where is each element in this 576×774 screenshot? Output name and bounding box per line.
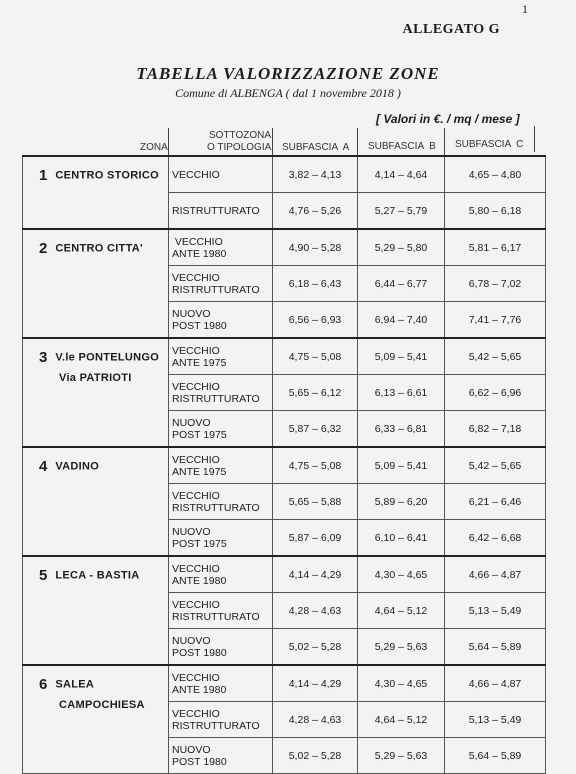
value-cell-a: 4,28 – 4,63 [273,702,358,738]
value-cell-c: 4,66 – 4,87 [445,665,546,702]
tipologia-line2: RISTRUTTURATO [172,610,260,623]
value-cell-b: 4,64 – 5,12 [358,702,445,738]
tipologia-line2: POST 1975 [172,537,227,550]
tipologia-line2: ANTE 1975 [172,465,227,478]
tipologia-line1: VECCHIO [172,235,223,248]
zone-number: 6 [39,676,48,693]
header-divider [444,128,445,156]
zone-cell [23,229,169,338]
tipologia-cell [169,266,273,302]
value-cell-c: 6,62 – 6,96 [445,375,546,411]
tipologia-line2: ANTE 1980 [172,574,227,587]
value-cell-a: 4,28 – 4,63 [273,593,358,629]
tipologia-line1: VECCHIO [172,707,220,720]
value-cell-b: 6,44 – 6,77 [358,266,445,302]
zone-cell [23,556,169,665]
tipologia-line2: RISTRUTTURATO [172,283,260,296]
document-subtitle: Comune di ALBENGA ( dal 1 novembre 2018 ) [175,86,401,100]
header-divider [168,128,169,156]
zone-name: V.le PONTELUNGO [55,351,160,364]
tipologia-line1: VECCHIO [172,380,220,393]
value-cell-a: 4,90 – 5,28 [273,229,358,266]
value-cell-b: 5,29 – 5,80 [358,229,445,266]
header-divider [534,126,535,152]
value-cell-c: 7,41 – 7,76 [445,302,546,339]
value-cell-b: 5,89 – 6,20 [358,484,445,520]
tipologia-cell [169,593,273,629]
tipologia-cell [169,629,273,666]
tipologia-line1: VECCHIO [172,344,220,357]
value-cell-a: 6,56 – 6,93 [273,302,358,339]
tipologia-line1: VECCHIO [172,453,220,466]
page-number: 1 [522,2,528,16]
value-cell-c: 5,80 – 6,18 [445,193,546,230]
tipologia-line1: NUOVO [172,634,211,647]
zone-name-line2: CAMPOCHIESA [59,699,145,711]
tipologia-cell [169,338,273,375]
tipologia-cell [169,520,273,557]
zone-name: SALEA [55,678,95,691]
tipologia-line1: VECCHIO [172,168,220,181]
value-cell-b: 5,09 – 5,41 [358,338,445,375]
value-cell-c: 5,13 – 5,49 [445,593,546,629]
zone-number: 3 [39,349,48,366]
header-divider [357,128,358,156]
value-cell-c: 5,42 – 5,65 [445,338,546,375]
zone-name: LECA - BASTIA [55,569,140,582]
value-cell-a: 5,65 – 5,88 [273,484,358,520]
zone-cell [23,447,169,556]
value-cell-c: 5,81 – 6,17 [445,229,546,266]
zone-number: 1 [39,167,48,184]
value-cell-a: 4,75 – 5,08 [273,447,358,484]
tipologia-cell [169,302,273,339]
value-cell-b: 6,33 – 6,81 [358,411,445,448]
tipologia-line1: NUOVO [172,525,211,538]
tipologia-line2: RISTRUTTURATO [172,719,260,732]
value-cell-b: 6,13 – 6,61 [358,375,445,411]
value-cell-b: 5,09 – 5,41 [358,447,445,484]
tipologia-line2: ANTE 1980 [172,247,227,260]
tipologia-cell [169,156,273,193]
tipologia-line2: POST 1975 [172,428,227,441]
value-cell-b: 4,30 – 4,65 [358,665,445,702]
zone-name-line2: Via PATRIOTI [59,372,132,384]
units-note: [ Valori in €. / mq / mese ] [376,112,520,126]
tipologia-cell [169,738,273,774]
value-cell-b: 5,27 – 5,79 [358,193,445,230]
zone-name: VADINO [55,460,100,473]
tipologia-cell [169,193,273,230]
value-cell-a: 3,82 – 4,13 [273,156,358,193]
tipologia-line1: VECCHIO [172,671,220,684]
tipologia-line1: NUOVO [172,307,211,320]
value-cell-a: 5,02 – 5,28 [273,629,358,666]
value-cell-c: 5,64 – 5,89 [445,738,546,774]
header-subfascia-b: SUBFASCIA B [368,141,436,152]
zone-number: 2 [39,240,48,257]
tipologia-line1: NUOVO [172,743,211,756]
header-divider [272,128,273,156]
tipologia-cell [169,229,273,266]
tipologia-line2: POST 1980 [172,319,227,332]
tipologia-cell [169,375,273,411]
valuation-table [22,155,546,774]
tipologia-cell [169,665,273,702]
value-cell-c: 5,42 – 5,65 [445,447,546,484]
value-cell-b: 4,30 – 4,65 [358,556,445,593]
tipologia-cell [169,484,273,520]
value-cell-a: 4,14 – 4,29 [273,665,358,702]
header-sottozona: SOTTOZONA [209,130,272,141]
zone-cell [23,665,169,774]
value-cell-c: 5,13 – 5,49 [445,702,546,738]
tipologia-line2: RISTRUTTURATO [172,392,260,405]
document-title: TABELLA VALORIZZAZIONE ZONE [136,64,440,83]
tipologia-line1: VECCHIO [172,562,220,575]
table-row [23,338,546,375]
value-cell-b: 5,29 – 5,63 [358,738,445,774]
allegato-label: ALLEGATO G [402,22,500,37]
value-cell-a: 5,65 – 6,12 [273,375,358,411]
table-row [23,556,546,593]
value-cell-c: 6,82 – 7,18 [445,411,546,448]
tipologia-cell [169,447,273,484]
value-cell-a: 6,18 – 6,43 [273,266,358,302]
table-row [23,447,546,484]
value-cell-b: 5,29 – 5,63 [358,629,445,666]
zone-cell [23,338,169,447]
tipologia-line1: VECCHIO [172,271,220,284]
header-tipologia: O TIPOLOGIA [207,142,272,153]
value-cell-a: 5,87 – 6,32 [273,411,358,448]
table-row [23,665,546,702]
tipologia-line1: VECCHIO [172,489,220,502]
zone-name: CENTRO STORICO [55,169,159,182]
value-cell-c: 4,65 – 4,80 [445,156,546,193]
value-cell-c: 6,78 – 7,02 [445,266,546,302]
tipologia-line2: RISTRUTTURATO [172,501,260,514]
value-cell-a: 4,76 – 5,26 [273,193,358,230]
zone-number: 5 [39,567,48,584]
tipologia-line1: NUOVO [172,416,211,429]
tipologia-line2: POST 1980 [172,755,227,768]
table-row [23,156,546,193]
value-cell-a: 5,02 – 5,28 [273,738,358,774]
tipologia-line1: VECCHIO [172,598,220,611]
tipologia-line2: ANTE 1980 [172,683,227,696]
tipologia-line2: ANTE 1975 [172,356,227,369]
zone-number: 4 [39,458,48,475]
value-cell-b: 6,94 – 7,40 [358,302,445,339]
value-cell-c: 4,66 – 4,87 [445,556,546,593]
value-cell-c: 6,21 – 6,46 [445,484,546,520]
header-zona: ZONA [140,142,168,153]
header-subfascia-c: SUBFASCIA C [455,139,524,150]
tipologia-cell [169,556,273,593]
tipologia-cell [169,411,273,448]
value-cell-a: 5,87 – 6,09 [273,520,358,557]
value-cell-b: 6,10 – 6,41 [358,520,445,557]
zone-name: CENTRO CITTA' [55,242,143,255]
value-cell-c: 6,42 – 6,68 [445,520,546,557]
value-cell-a: 4,14 – 4,29 [273,556,358,593]
value-cell-a: 4,75 – 5,08 [273,338,358,375]
tipologia-cell [169,702,273,738]
table-row [23,229,546,266]
value-cell-b: 4,64 – 5,12 [358,593,445,629]
header-subfascia-a: SUBFASCIA A [282,142,350,153]
tipologia-line2: POST 1980 [172,646,227,659]
value-cell-c: 5,64 – 5,89 [445,629,546,666]
zone-cell [23,156,169,229]
tipologia-line1: RISTRUTTURATO [172,204,260,217]
value-cell-b: 4,14 – 4,64 [358,156,445,193]
